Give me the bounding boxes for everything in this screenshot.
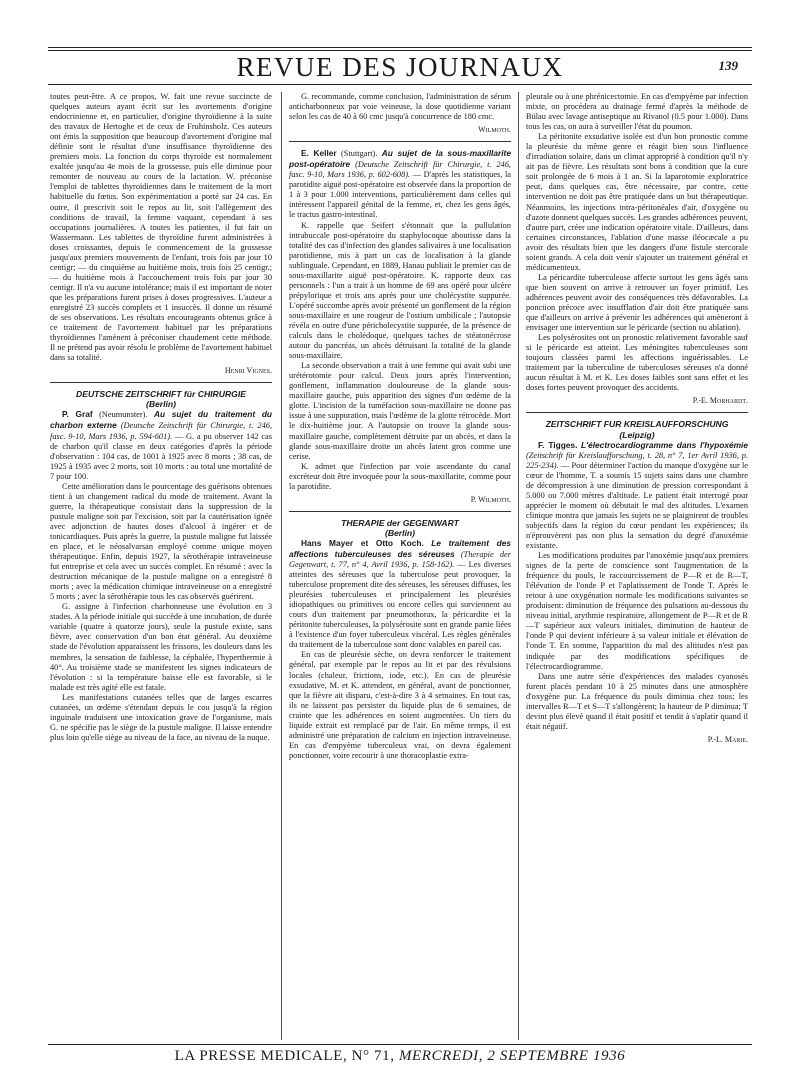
article-title: Au sujet de la sous-maxillarite post-opératoire (289, 148, 511, 170)
journal-heading: ZEITSCHRIFT FUR KREISLAUFFORSCHUNG (545, 419, 729, 430)
article-author: F. Tigges. (538, 439, 578, 450)
page-header (48, 48, 752, 84)
paragraph: Les modifications produites par l'anoxémie jusqu'aux premiers signes de la perte de conscience sont l'augmentation de la fréquence du pouls, le raccourcissement de P—R et de R—T, l'élévation de l'onde P et l'aplatissement de l'onde T. Après le retour à une oxygénation normale les modifications suivantes se produisent: diminution de fréquence des pulsations au-dessous du niveau initial, arythmie respiratoire, allongement de P—R et de R—T supérieur aux valeurs initiales, diminution de hauteur de l'onde P qui devient inférieure à sa valeur initiale et élévation de l'onde T. En somme, l'apparition du mal des altitudes n'est pas indiquée par des modifications spécifiques de l'électrocardiogramme. (526, 551, 748, 671)
author-signature: P.-L. Marie. (707, 734, 748, 744)
article-entry (289, 538, 511, 651)
article-reference: (Deutsche Zeitschrift für Chirurgie, t. 246, fasc. 9-10, Mars 1936, p. 594-601). (50, 421, 272, 441)
paragraph: Cette amélioration dans le pourcentage des guérisons obtenues tient à un changement radical du mode de traitement. Avant la guerre, la thérapeutique consistait dans la suppression de la pustule maligne soit par l'excision, soit par la cautérisation ignée avec adjonction de hautes doses d'alcool à ingérer et de tonicardiaques. Puis après la guerre, la pustule maligne fut laissée en place, et le néosalvarsan employé comme unique moyen thérapeutique. Enfin, depuis 1927, la sérothérapie intraveineuse fut entreprise et cela avec un succès complet. En résumé : avec la destruction mécanique de la pustule maligne on a enregistré 8 morts ; avec la médication chimique intraveineuse on a enregistré 5 morts ; avec la sérothérapie tous les cas observés guérirent. (50, 481, 272, 602)
article-title: Au sujet du traitement du charbon externe (50, 409, 273, 431)
paragraph: — G. a pu observer 142 cas de charbon qu'il classe en deux catégories d'après la période d'observation : 104 cas, de 1001 à 1925 avec 8 morts ; 38 cas, de 1925 à 1935 avec 2 morts, soit 10 morts : au total une mortalité de 7 pour 100. (50, 431, 272, 481)
paragraph: toutes peut-être. A ce propos, W. fait une revue succincte de quelques auteurs ayant écrit sur les avortements d'origine endocrinienne et, en particulier, d'origine thyroïdienne à la suite des travaux de Hertoghe et de ceux de Fruhinsholz. Ces auteurs ont émis la supposition que beaucoup d'avortement d'origine mal définie sont le résultat d'une insuffisance thyroïdienne des premiers mois. La fonction du corps thyroïde est normalement exaltée jusqu'au 4e mois de la grossesse, puis elle diminue pour remonter de nouveau au cours de la lactation. W. préconise l'emploi de tablettes thyroïdiennes dans le traitement de la mort habituelle du fœtus. Son expérimentation a porté sur 24 cas. En outre, il prescrivit soit le repos au lit, soit l'allègement des conditions de travail, la femme vaquant, cependant à ses occupations journalières. A toutes les patientes, il fut fait un Wassermann. Les tablettes de thyroïdine furent administrées à doses croissantes, depuis le commencement de la grossesse jusqu'aux premiers mouvements de l'enfant, trois fois par jour 10 centigr; — du cinquième au huitième mois, trois fois 25 centigr.; — du huitième mois à l'accouchement trois fois par jour 30 centigr. Il n'a vu aucune intolérance; mais il est important de noter que les préparations furent prises à doses progressives. L'auteur a enregistré 23 succès complets et 1 insuccès. Il donne un résumé de ses observations. Les résultats encourageants obtenus grâce à ce traitement de l'avortement habituel par les préparations thyroïdiennes l'amènent à préconiser chaudement cette méthode. Il ne prétend pas avoir résolu le problème de l'avortement habituel dans sa totalité. (50, 92, 272, 363)
column-divider-2 (518, 92, 519, 1040)
article-title: Le traitement des affections tuberculeuses des séreuses (289, 537, 512, 559)
paragraph: Dans une autre série d'expériences des malades cyanosés furent placés pendant 10 à 25 minutes dans une atmosphère d'oxygène pur. La fréquence du pouls diminua chez tous; les intervalles R—T et S—T s'allongèrent; la hauteur de P diminua; T devint plus élevé quand il était positif et tendit à s'aplatir quand il était négatif. (526, 671, 748, 731)
paragraph: — Pour déterminer l'action du manque d'oxygène sur le cœur de l'homme, T. a soumis 15 sujets sains dans une chambre de décompression à une diminution de pression correspondant à 5.000 ou 7.000 mètres d'altitude. Le patient était interrogé pour apprécier le moment où débutait le mal des altitudes. L'examen clinique montra que jamais les sujets ne se plaignirent de troubles subjectifs dans la région du cœur pendant les expériences; ils n'éprouvèrent pas non plus la sensation du degré d'anoxémie existante. (526, 460, 748, 551)
footer-date: MERCREDI, 2 SEPTEMBRE 1936 (398, 1048, 626, 1064)
author-location: (Stuttgart). (341, 149, 378, 159)
article-author: Hans Mayer et Otto Koch. (301, 537, 424, 548)
article-title: L'électrocardiogramme dans l'hypoxémie (581, 439, 748, 450)
paragraph: La péricardite tuberculeuse affecte surtout les gens âgés sans que bien souvent on arrive à retrouver un foyer primitif. Les adhérences peuvent avoir des conséquences très défavorables. La ponction précoce avec insufflation d'air doit être pratiquée sans que d'ailleurs on arrive à prévenir les adhérences qui amèneront à envisager une intervention sur le péricarde (section ou ablation). (526, 272, 748, 333)
paragraph: En cas de pleurésie sèche, on devra renforcer le traitement général, par exemple par le repos au lit et par des révulsions locales (chaleur, frictions, iode, etc.). En cas de pleurésie exsudative, M. et K. attendent, en général, avant de ponctionner, que la fièvre ait disparu, c'est-à-dire 3 à 4 semaines. En tout cas, ils ne laissent pas persister du liquide plus de 6 semaines, de crainte que les adhérences en soient augmentées. Un tiers du liquide extrait est remplacé par de l'air. En même temps, il est administré une préparation de calcium en injection intraveineuse. En cas d'empyème tuberculeux vrai, on devra également ponctionner, voire recourir à une thoracoplastie extra- (289, 650, 511, 760)
article-reference: (Zeitschrift für Kreislaufforschung, t. 28, n° 7, 1er Avril 1936, p. 225-234). (526, 450, 748, 470)
footer-journal: LA PRESSE MEDICALE, N° 71, (174, 1048, 395, 1064)
article-entry (50, 409, 272, 481)
journal-city: (Berlin) (145, 399, 177, 410)
journal-city: (Leipzig) (619, 429, 655, 440)
section-divider (526, 412, 748, 413)
page-footer (48, 1048, 752, 1065)
article-entry (289, 148, 511, 220)
article-reference: (Therapie der Gegenwart, t. 77, n° 4, Avril 1936, p. 158-162). (289, 549, 511, 570)
column-3 (526, 92, 748, 747)
author-signature: P.-E. Morhardt. (692, 396, 748, 406)
column-divider-1 (281, 92, 282, 1040)
paragraph: La péritonite exsudative isolée est d'un bon pronostic comme la pleurésie du même genre et réagit bien sous l'influence d'irradiation solaire, dans un climat approprié à condition qu'il n'y ait pas de fièvre. Les résultats sont bons à condition que la cure soit prolongée de 6 mois à 1 an. Si la laparotomie exploratrice peut, dans quelques cas, être nécessaire, par contre, cette intervention ne doit pas être pratiquée dans un but thérapeutique. Néanmoins, les injections intra-péritonéales d'air, d'oxygène ou d'azote donnent quelques succès. Les grandes adhérences peuvent, d'autre part, créer une indication opératoire vitale. D'ailleurs, dans certaines circonstances, l'ablation d'une masse iléocæcale a pu avoir des résultats bien que les dangers d'une fistule stercorale soient grands. A cela doit venir s'ajouter un traitement général et médicamenteux. (526, 132, 748, 272)
paragraph: — D'après les statistiques, la parotidite aiguë post-opératoire est observée dans la proportion de 1 à 3 pour 1.000 interventions, particulièrement dans celles qui intéressent l'appareil génital de la femme, et, chez les gens âgés, le tractus gastro-intestinal. (289, 170, 511, 220)
paragraph: pleurale ou à une phrénicectomie. En cas d'empyème par infection mixte, on procédera au drainage fermé d'après la méthode de Bülau avec lavage antiseptique au Rivanol (0.5 pour 1.000). Dans tous les cas, on aura à surveiller l'état du poumon. (526, 92, 748, 132)
article-author: E. Keller (301, 148, 337, 159)
journal-heading: DEUTSCHE ZEITSCHRIFT für CHIRURGIE (76, 389, 246, 400)
paragraph: G. assigne à l'infection charbonneuse une évolution en 3 stades. A la période initiale qui succède à une incubation, de durée variable (quatre à quatorze jours), seule la pustule existe, sans fièvre, avec conservation d'un bon état général. Au deuxième stade de l'évolution apparaissent les frissons, les douleurs dans les membres, la sensation de faiblesse, la céphalée, l'hyperthermie à 40°. Au troisième stade se manifestent les signes indicateurs de l'évolution : si la température baisse elle est favorable, si le malade est très agité elle est fatale. (50, 602, 272, 692)
page-number: 139 (718, 58, 738, 73)
article-entry (526, 440, 748, 552)
paragraph: K. admet que l'infection par voie ascendante du canal excréteur doit être invoquée pour la sous-maxillarite, comme pour la parotidite. (289, 461, 511, 491)
article-divider (289, 141, 511, 142)
paragraph: Les manifestations cutanées telles que de larges escarres cutanées, un œdème s'étendant depuis le cou jusqu'à la région inguinale traduisent une intoxication grave de l'organisme, mais G. ne spécifie pas le siège de la pustule maligne. Il laisse entendre plus loin qu'elle siège au niveau de la face, au niveau de la nuque. (50, 692, 272, 742)
journal-city: (Berlin) (384, 527, 416, 538)
author-signature: P. Wilmoth. (470, 494, 511, 504)
paragraph: G. recommande, comme conclusion, l'administration de sérum anticharbonneux par voie veineuse, la dose quotidienne variant selon les cas de 40 à 60 cmc jusqu'à concurrence de 180 cmc. (289, 92, 511, 122)
paragraph: K. rappelle que Seifert s'étonnait que la pullulation intrabuccale post-opératoire du staphylocoque aboutisse dans la totalité des cas d'infection des glandes salivaires à une localisation parotidienne, mis à part un cas de localisation à la glande sublinguale. Cependant, en 1889, Hanau publiait le premier cas de sous-maxillarite aiguë post-opératoire. K. rapporte deux cas personnels : l'un a trait à un homme de 69 ans opéré pour ulcère prépylorique et trois ans après pour une cholécystite suppurée. L'opéré succombe après avoir présenté un gonflement de la région sous-maxillaire et une rougeur de l'ostium umbilicale ; l'autopsie révéla en outre d'une péricholecystite suppurée, de la présence de calculs dans le cholédoque, quelques taches de stéatonécrose autour du pancréas, un abcès détruisant la totalité de la glande sous-maxillaire. (289, 220, 511, 361)
column-1 (50, 92, 272, 743)
author-location: (Neumunster). (99, 410, 148, 420)
journal-section-title: REVUE DES JOURNAUX (236, 52, 564, 82)
footer-rule (48, 1044, 752, 1045)
article-author: P. Graf (62, 409, 93, 420)
journal-heading: THERAPIE der GEGENWART (341, 517, 459, 528)
paragraph: — Les diverses atteintes des séreuses que la tuberculose peut provoquer, la tuberculose proprement dite des séreuses, les séreuses diffuses, les pleurésies tuberculeuses et principalement les pleurésies idiopathiques ou primitives ou encore celles qui surviennent au cours d'un traitement par pneumothorax, la péricardite et la péritonite tuberculeuses, la polysérosite sont en grande partie liées à l'existence d'un foyer tuberculeux viscéral. Les règles générales du traitement de la tuberculose sont donc valables en pareil cas. (289, 560, 512, 650)
author-signature: Henri Vignes. (224, 366, 272, 376)
article-reference: (Deutsche Zeitschrift für Chirurgie, t. 246, fasc. 9-10, Mars 1936, p. 602-608). (289, 160, 511, 180)
header-rule-bottom (48, 84, 752, 85)
author-signature: Wilmoth. (478, 125, 511, 135)
column-2 (289, 92, 511, 761)
section-divider (289, 511, 511, 512)
paragraph: La seconde observation a trait à une femme qui avait subi une urétérotomie pour calcul. Deux jours après l'intervention, gonflement, inflammation douloureuse de la glande sous-maxillaire gauche, puis apparition des signes d'un œdème de la glotte. L'incision de la tuméfaction sous-maxillaire ne donne pas issue à une suppuration, mais l'œdème de la glotte rétrocède. Mort le dix-huitième jour. A l'autopsie on trouve la glande sous-maxillaire gauche, complètement détruite par un abcès, et dans la glande sous-maxillaire droite un abcès latent gros comme une cerise. (289, 361, 511, 461)
paragraph: Les polysérosites ont un pronostic relativement favorable sauf si le péricarde est atteint. Les méningites tuberculeuses sont toujours classées parmi les affections inguérissables. Le traitement par la tuberculine de tuberculoses séreuses n'a donné aucun résultat à M. et K. Les doses faibles sont sans effet et les doses fortes peuvent provoquer des accidents. (526, 333, 748, 393)
section-divider (50, 382, 272, 383)
